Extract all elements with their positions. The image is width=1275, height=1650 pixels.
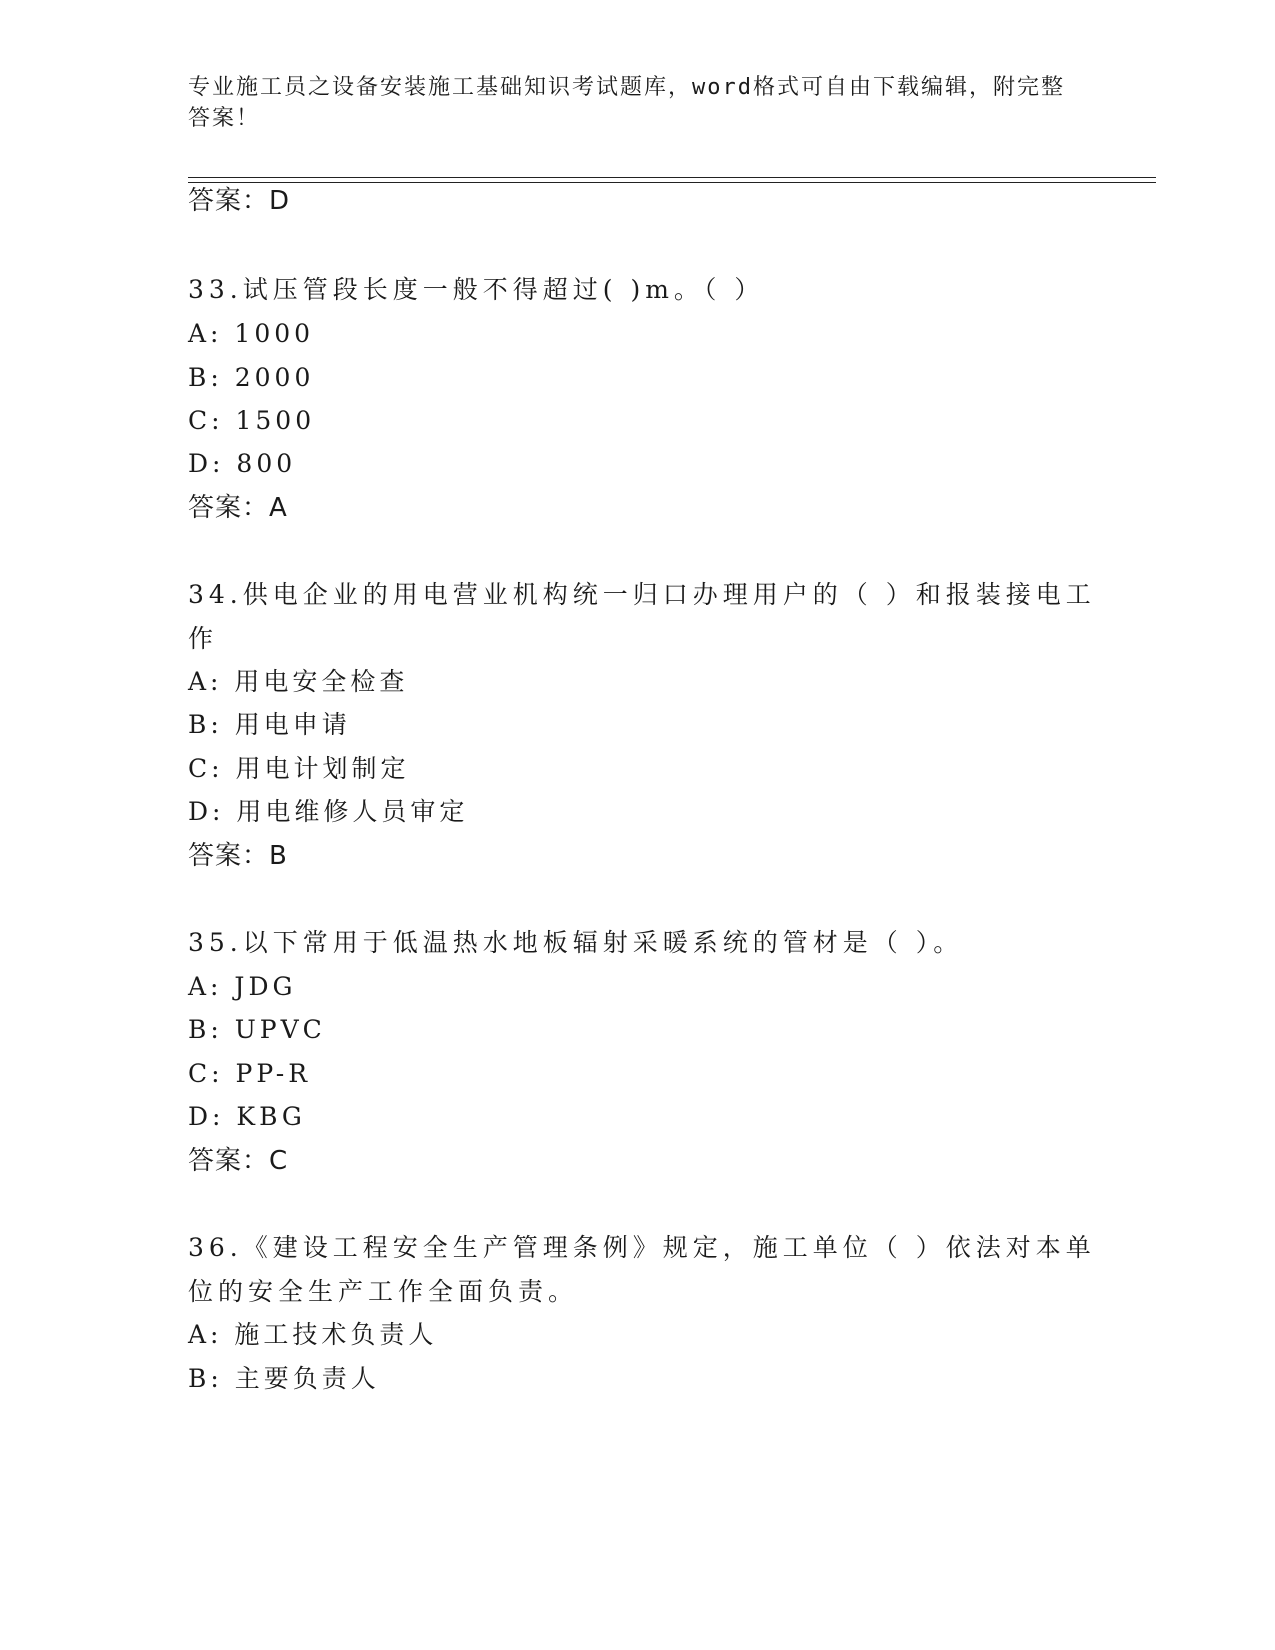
- question-34-option-d: D: 用电维修人员审定: [188, 797, 469, 826]
- question-35-text: 35.以下常用于低温热水地板辐射采暖系统的管材是（ ）。: [188, 928, 964, 957]
- question-33-option-d: D: 800: [188, 449, 297, 478]
- question-34-option-c: C: 用电计划制定: [188, 754, 410, 783]
- question-34-text-line-2: 作: [188, 624, 219, 653]
- header-rule-top: [188, 177, 1156, 178]
- question-35-option-b: B: UPVC: [188, 1015, 326, 1044]
- question-35-answer: 答案：C: [188, 1146, 289, 1176]
- question-34-text-line-1: 34.供电企业的用电营业机构统一归口办理用户的（ ）和报装接电工: [188, 580, 1096, 609]
- question-34-option-a: A: 用电安全检查: [188, 667, 409, 696]
- question-33-option-b: B: 2000: [188, 363, 315, 392]
- question-36-text-line-1: 36.《建设工程安全生产管理条例》规定，施工单位（ ）依法对本单: [188, 1233, 1096, 1262]
- question-33-option-a: A: 1000: [188, 319, 315, 348]
- question-33-option-c: C: 1500: [188, 406, 316, 435]
- header-rule-bottom: [188, 182, 1156, 183]
- question-33-text: 33.试压管段长度一般不得超过( )m。（ ）: [188, 275, 765, 304]
- question-33-answer: 答案：A: [188, 493, 288, 523]
- question-35-option-c: C: PP-R: [188, 1059, 312, 1088]
- question-35-option-a: A: JDG: [188, 972, 297, 1001]
- question-36-text-line-2: 位的安全生产工作全面负责。: [188, 1277, 579, 1306]
- question-34-answer: 答案：B: [188, 841, 288, 871]
- question-35-option-d: D: KBG: [188, 1102, 306, 1131]
- document-header: 专业施工员之设备安装施工基础知识考试题库，word格式可自由下载编辑，附完整答案！: [188, 75, 1065, 131]
- question-34-option-b: B: 用电申请: [188, 710, 351, 739]
- question-36-option-b: B: 主要负责人: [188, 1364, 380, 1393]
- answer-line: 答案：D: [188, 186, 291, 216]
- question-36-option-a: A: 施工技术负责人: [188, 1320, 438, 1349]
